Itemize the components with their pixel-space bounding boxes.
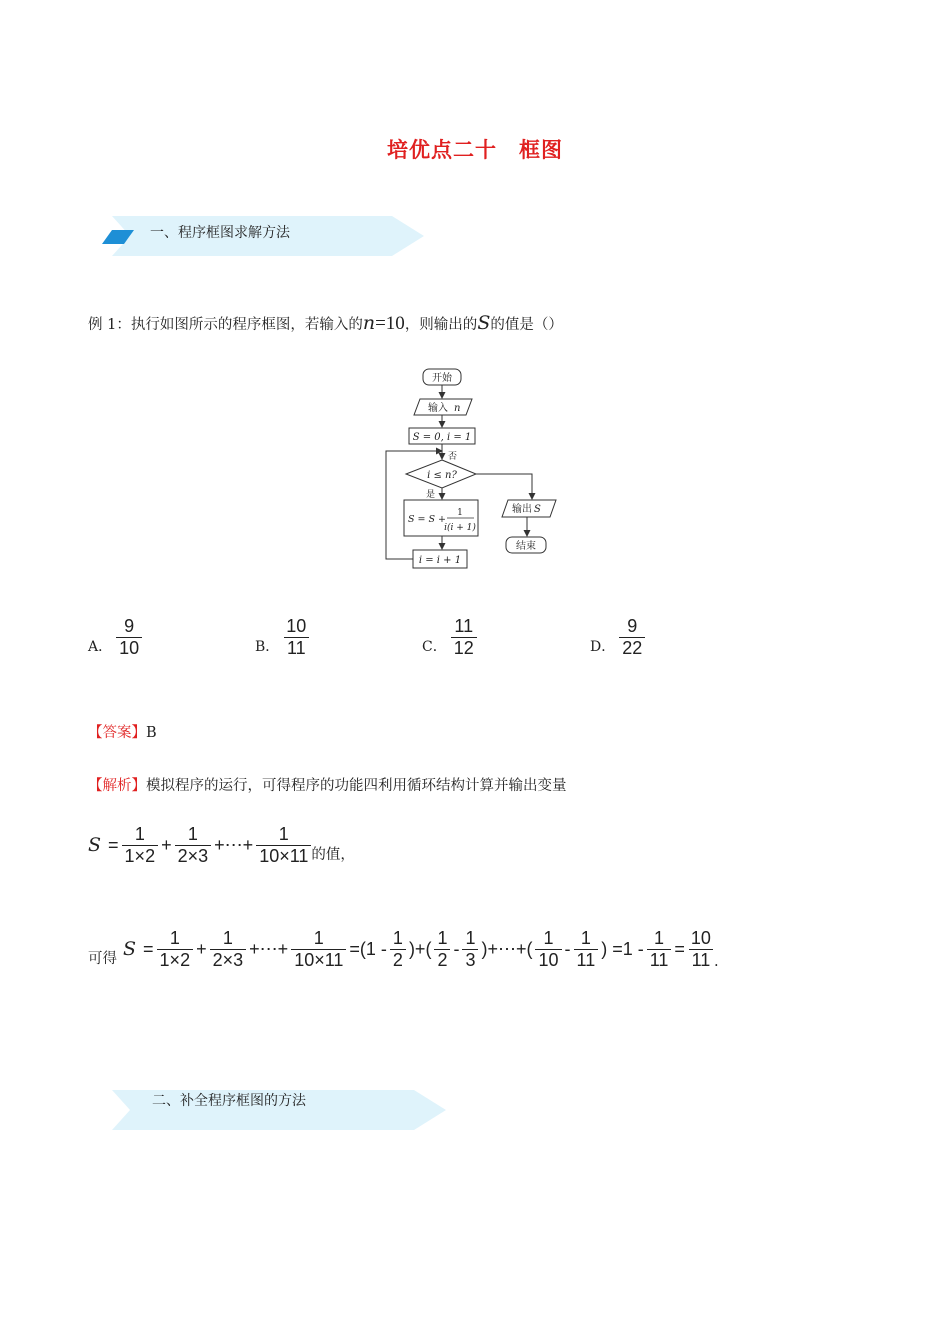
f2-den-1: 1×2 [157, 949, 194, 971]
answer-line [88, 721, 157, 742]
section-2-label: 二、补全程序框图的方法 [152, 1093, 306, 1109]
var-s: S [477, 312, 491, 334]
formula2-frac1 [157, 928, 194, 970]
formula2-eleventh [574, 928, 599, 970]
analysis-tag: 【解析】 [88, 778, 146, 794]
f2-num-6: 1 [465, 928, 476, 948]
formula2-result [688, 928, 714, 970]
option-c-letter: C． [422, 639, 447, 656]
option-b-letter: B． [255, 639, 280, 656]
page-title: 培优点二十 框图 [387, 138, 563, 162]
f2-den-8: 11 [574, 949, 599, 971]
formula2-third [462, 928, 478, 970]
option-a-num: 9 [124, 616, 135, 636]
formula2-frac3 [291, 928, 346, 970]
f2-den-6: 3 [462, 949, 478, 971]
formula2-close-dots-open: )+⋯+( [481, 938, 533, 959]
formula2-dots: +⋯+ [249, 938, 289, 959]
example-middle: ，则输出的 [404, 317, 478, 333]
option-b[interactable] [255, 616, 309, 656]
option-a-den: 10 [116, 637, 142, 659]
f2-num-5: 1 [437, 928, 448, 948]
option-b-den: 11 [284, 637, 309, 659]
option-b-fraction [283, 616, 309, 658]
n-value: =10 [375, 313, 405, 334]
formula2-tenth [535, 928, 561, 970]
f2-den-4: 2 [390, 949, 406, 971]
f2-den-3: 10×11 [291, 949, 346, 971]
flow-cond-text: i ≤ n? [427, 470, 457, 481]
flow-output-var: S [534, 504, 541, 515]
formula2-eq-open: =(1 - [349, 938, 387, 959]
formula1-plus: + [161, 834, 172, 855]
f2-den-7: 10 [535, 949, 561, 971]
formula2-prefix: 可得 [88, 951, 117, 968]
flowchart [380, 364, 580, 574]
option-d-fraction [619, 616, 645, 658]
formula1-frac2 [175, 824, 212, 866]
flow-start-text: 开始 [432, 373, 452, 384]
var-n: n [362, 312, 376, 334]
example-suffix: 的值是（） [490, 317, 563, 333]
flow-input-var: n [454, 403, 461, 414]
f2-den-9: 11 [647, 949, 672, 971]
formula2-eq-final: = [674, 938, 685, 959]
f2-num-8: 1 [580, 928, 591, 948]
option-a-letter: A． [88, 639, 113, 656]
flow-update-lhs: S = S + [408, 514, 446, 525]
example-question [88, 312, 563, 335]
flow-update-num: 1 [457, 508, 463, 518]
f1-num-2: 1 [187, 824, 198, 844]
f1-num-1: 1 [134, 824, 145, 844]
f2-num-7: 1 [543, 928, 554, 948]
option-d-den: 22 [619, 637, 645, 659]
f1-num-3: 1 [278, 824, 289, 844]
formula1-frac3 [256, 824, 311, 866]
formula2-eleventh-b [647, 928, 672, 970]
flow-output-text: 输出 [512, 504, 532, 515]
formula1-frac1 [122, 824, 159, 866]
section-1-label: 一、程序框图求解方法 [150, 225, 290, 241]
f2-num-10: 10 [690, 928, 711, 948]
f2-num-9: 1 [654, 928, 665, 948]
formula2-plus: + [196, 938, 207, 959]
formula2-minus-2: - [564, 938, 571, 959]
option-d-num: 9 [627, 616, 638, 636]
option-a[interactable] [88, 616, 142, 656]
option-a-fraction [116, 616, 142, 658]
f2-den-5: 2 [434, 949, 450, 971]
formula2-close-open: )+( [408, 938, 432, 959]
flow-yes-label: 是 [426, 490, 436, 500]
flow-init-text: S = 0, i = 1 [412, 432, 472, 443]
option-c-num: 11 [454, 616, 474, 636]
flow-update-den: i(i + 1) [444, 523, 476, 533]
analysis-text: 模拟程序的运行，可得程序的功能四利用循环结构计算并输出变量 [146, 778, 567, 794]
formula2-end: . [713, 954, 719, 971]
f2-den-2: 2×3 [210, 949, 247, 971]
f1-den-3: 10×11 [256, 845, 311, 867]
formula1-eq: = [108, 834, 119, 855]
flow-increment-text: i = i + 1 [418, 555, 462, 566]
section-banner-2 [100, 1090, 450, 1130]
answer-tag: 【答案】 [88, 725, 146, 741]
option-d-letter: D． [590, 639, 616, 656]
f2-num-2: 1 [222, 928, 233, 948]
flow-no-label: 否 [448, 452, 458, 462]
formula2-s: S [123, 938, 137, 961]
f1-den-1: 1×2 [122, 845, 159, 867]
answer-value: B [146, 725, 157, 741]
f1-den-2: 2×3 [175, 845, 212, 867]
option-c[interactable] [422, 616, 477, 656]
formula2-minus-1: - [453, 938, 460, 959]
formula-line-1 [88, 824, 355, 866]
analysis-line [88, 774, 567, 795]
formula1-tail: 的值， [311, 847, 355, 864]
section-banner-1 [100, 216, 430, 256]
option-b-num: 10 [286, 616, 307, 636]
f2-num-4: 1 [392, 928, 403, 948]
flow-input-text: 输入 [428, 403, 448, 414]
f2-num-1: 1 [169, 928, 180, 948]
formula1-s: S [88, 834, 102, 857]
option-d[interactable] [590, 616, 645, 656]
formula1-dots: +⋯+ [214, 834, 254, 855]
f2-den-10: 11 [689, 949, 714, 971]
formula-line-2 [88, 928, 719, 970]
option-c-fraction [451, 616, 477, 658]
example-prefix: 例 1：执行如图所示的程序框图，若输入的 [88, 317, 363, 333]
f2-num-3: 1 [313, 928, 324, 948]
formula2-eq: = [143, 938, 154, 959]
option-c-den: 12 [451, 637, 477, 659]
flow-end-text: 结束 [516, 541, 536, 552]
formula2-frac2 [210, 928, 247, 970]
formula2-half [390, 928, 406, 970]
formula2-half-b [434, 928, 450, 970]
formula2-close-eq: ) =1 - [601, 938, 644, 959]
